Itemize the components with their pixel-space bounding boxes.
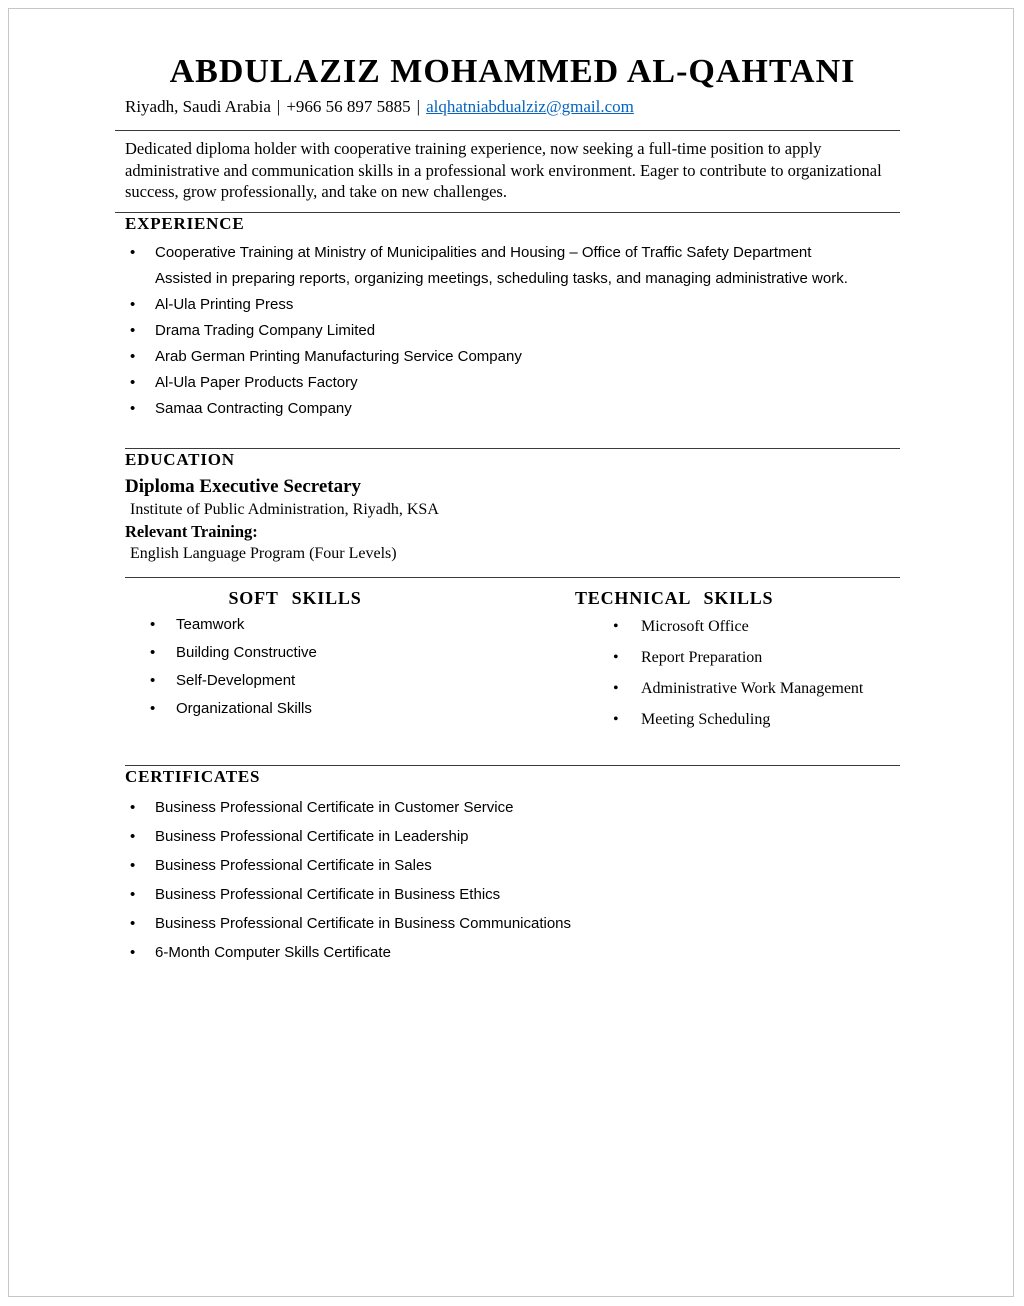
- bullet-icon: •: [130, 399, 136, 417]
- experience-list: [125, 240, 900, 422]
- summary-text: Dedicated diploma holder with cooperative training experience, now seeking a full-time position to apply administrative and communication skills in a professional work environment. Eager to contribute to organizational success, grow professionally, and take on new challenges.: [125, 139, 882, 201]
- soft-skill-item: [150, 639, 465, 667]
- soft-skill-item: [150, 695, 465, 723]
- experience-item-text: Samaa Contracting Company: [155, 399, 352, 417]
- certificates-list: [125, 793, 900, 967]
- certificate-item: [125, 880, 900, 909]
- certificate-text: Business Professional Certificate in Business Ethics: [155, 885, 501, 903]
- experience-item-text: Al-Ula Printing Press: [155, 295, 294, 313]
- experience-item-detail: Assisted in preparing reports, organizing meetings, scheduling tasks, and managing administrative work.: [155, 269, 848, 287]
- bullet-icon: •: [613, 710, 619, 728]
- soft-skills-list: [125, 611, 465, 723]
- skills-section: [125, 587, 900, 735]
- certificate-item: [125, 822, 900, 851]
- technical-skills-heading: TECHNICAL SKILLS: [575, 587, 774, 608]
- bullet-icon: •: [130, 856, 136, 874]
- experience-item: [125, 318, 900, 344]
- technical-skill-text: Report Preparation: [641, 648, 763, 666]
- certificate-item: [125, 851, 900, 880]
- experience-item-text: Al-Ula Paper Products Factory: [155, 373, 358, 391]
- bullet-icon: •: [613, 679, 619, 697]
- soft-skills-column: [125, 587, 465, 735]
- bullet-icon: •: [130, 347, 136, 365]
- bullet-icon: •: [130, 295, 136, 313]
- experience-item-text: Cooperative Training at Ministry of Municipalities and Housing – Office of Traffic Safety Department: [155, 243, 812, 261]
- bullet-icon: •: [130, 798, 136, 816]
- certificate-text: Business Professional Certificate in Leadership: [155, 827, 469, 845]
- technical-skills-column: [560, 587, 900, 735]
- certificate-item: [125, 909, 900, 938]
- education-training-item: English Language Program (Four Levels): [130, 544, 397, 562]
- contact-location: Riyadh, Saudi Arabia: [125, 97, 271, 116]
- bullet-icon: •: [130, 943, 136, 961]
- bullet-icon: •: [150, 643, 156, 661]
- bullet-icon: •: [130, 827, 136, 845]
- technical-skill-item: [613, 673, 900, 704]
- section-divider: [125, 577, 900, 578]
- bullet-icon: •: [150, 671, 156, 689]
- contact-separator: |: [416, 97, 421, 116]
- education-training-label: Relevant Training:: [125, 521, 258, 541]
- section-divider: [115, 130, 900, 131]
- page-title: ABDULAZIZ MOHAMMED AL-QAHTANI: [169, 53, 856, 90]
- technical-skill-text: Meeting Scheduling: [641, 710, 771, 728]
- bullet-icon: •: [130, 885, 136, 903]
- certificate-item: [125, 793, 900, 822]
- certificate-item: [125, 938, 900, 967]
- experience-item: [125, 370, 900, 396]
- experience-heading: EXPERIENCE: [125, 213, 245, 233]
- experience-item: [125, 396, 900, 422]
- soft-skill-item: [150, 667, 465, 695]
- technical-skill-item: [613, 642, 900, 673]
- bullet-icon: •: [130, 321, 136, 339]
- certificate-text: 6-Month Computer Skills Certificate: [155, 943, 391, 961]
- experience-item: [125, 240, 900, 292]
- bullet-icon: •: [150, 615, 156, 633]
- experience-item: [125, 344, 900, 370]
- technical-skill-item: [613, 704, 900, 735]
- education-heading: EDUCATION: [125, 449, 235, 469]
- certificate-text: Business Professional Certificate in Customer Service: [155, 798, 514, 816]
- contact-phone: +966 56 897 5885: [286, 97, 411, 116]
- soft-skill-text: Teamwork: [176, 615, 245, 633]
- contact-line: [125, 96, 900, 118]
- soft-skill-text: Organizational Skills: [176, 699, 312, 717]
- experience-item: [125, 292, 900, 318]
- bullet-icon: •: [130, 373, 136, 391]
- bullet-icon: •: [613, 648, 619, 666]
- soft-skill-text: Building Constructive: [176, 643, 317, 661]
- technical-skill-text: Microsoft Office: [641, 617, 749, 635]
- soft-skills-heading: SOFT SKILLS: [228, 587, 362, 608]
- technical-skill-item: [613, 611, 900, 642]
- certificate-text: Business Professional Certificate in Business Communications: [155, 914, 572, 932]
- technical-skills-list: [560, 611, 900, 735]
- soft-skill-item: [150, 611, 465, 639]
- education-institution: Institute of Public Administration, Riyadh, KSA: [130, 500, 439, 518]
- soft-skill-text: Self-Development: [176, 671, 296, 689]
- experience-item-text: Arab German Printing Manufacturing Service Company: [155, 347, 522, 365]
- bullet-icon: •: [150, 699, 156, 717]
- bullet-icon: •: [130, 914, 136, 932]
- contact-separator: |: [276, 97, 281, 116]
- education-degree: Diploma Executive Secretary: [125, 475, 362, 497]
- bullet-icon: •: [613, 617, 619, 635]
- technical-skill-text: Administrative Work Management: [641, 679, 864, 697]
- certificate-text: Business Professional Certificate in Sales: [155, 856, 432, 874]
- experience-item-text: Drama Trading Company Limited: [155, 321, 376, 339]
- email-link[interactable]: alqhatniabdualziz@gmail.com: [426, 97, 634, 116]
- bullet-icon: •: [130, 243, 136, 261]
- certificates-heading: CERTIFICATES: [125, 766, 261, 786]
